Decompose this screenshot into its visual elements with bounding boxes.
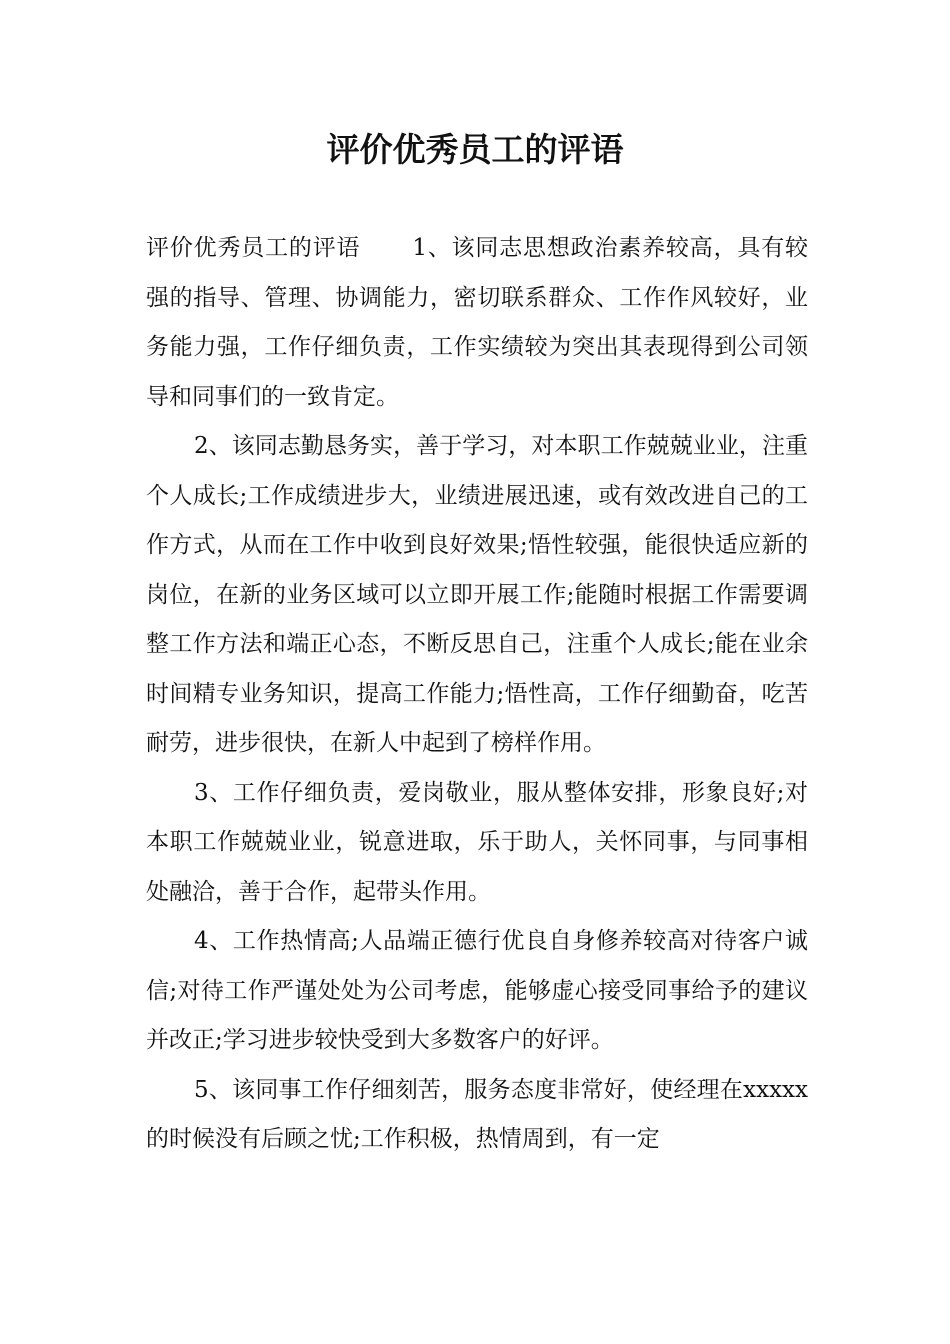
lead-title: 评价优秀员工的评语 [146, 235, 361, 261]
document-body [146, 224, 808, 1165]
paragraph-4: 4、工作热情高;人品端正德行优良自身修养较高对待客户诚信;对待工作严谨处处为公司考虑，能够虚心接受同事给予的建议并改正;学习进步较快受到大多数客户的好评。 [146, 928, 808, 1053]
document-title: 评价优秀员工的评语 [326, 130, 624, 169]
paragraph-3: 3、工作仔细负责，爱岗敬业，服从整体安排，形象良好;对本职工作兢兢业业，锐意进取，乐于助人，关怀同事，与同事相处融洽，善于合作，起带头作用。 [146, 779, 808, 905]
paragraph-1-text: 1、该同志思想政治素养较高，具有较强的指导、管理、协调能力，密切联系群众、工作作风较好，业务能力强，工作仔细负责，工作实绩较为突出其表现得到公司领导和同事们的一致肯定。 [146, 235, 809, 410]
paragraph-5: 5、该同事工作仔细刻苦，服务态度非常好，使经理在xxxxx的时候没有后顾之忧;工作积极，热情周到，有一定 [146, 1076, 808, 1152]
paragraph-2: 2、该同志勤恳务实，善于学习，对本职工作兢兢业业，注重个人成长;工作成绩进步大，业绩进展迅速，或有效改进自己的工作方式，从而在工作中收到良好效果;悟性较强，能很快适应新的岗位，在新的业务区域可以立即开展工作;能随时根据工作需要调整工作方法和端正心态，不断反思自己，注重个人成长;能在业余时间精专业务知识，提高工作能力;悟性高，工作仔细勤奋，吃苦耐劳，进步很快，在新人中起到了榜样作用。 [146, 433, 808, 756]
paragraph-1 [146, 224, 808, 422]
